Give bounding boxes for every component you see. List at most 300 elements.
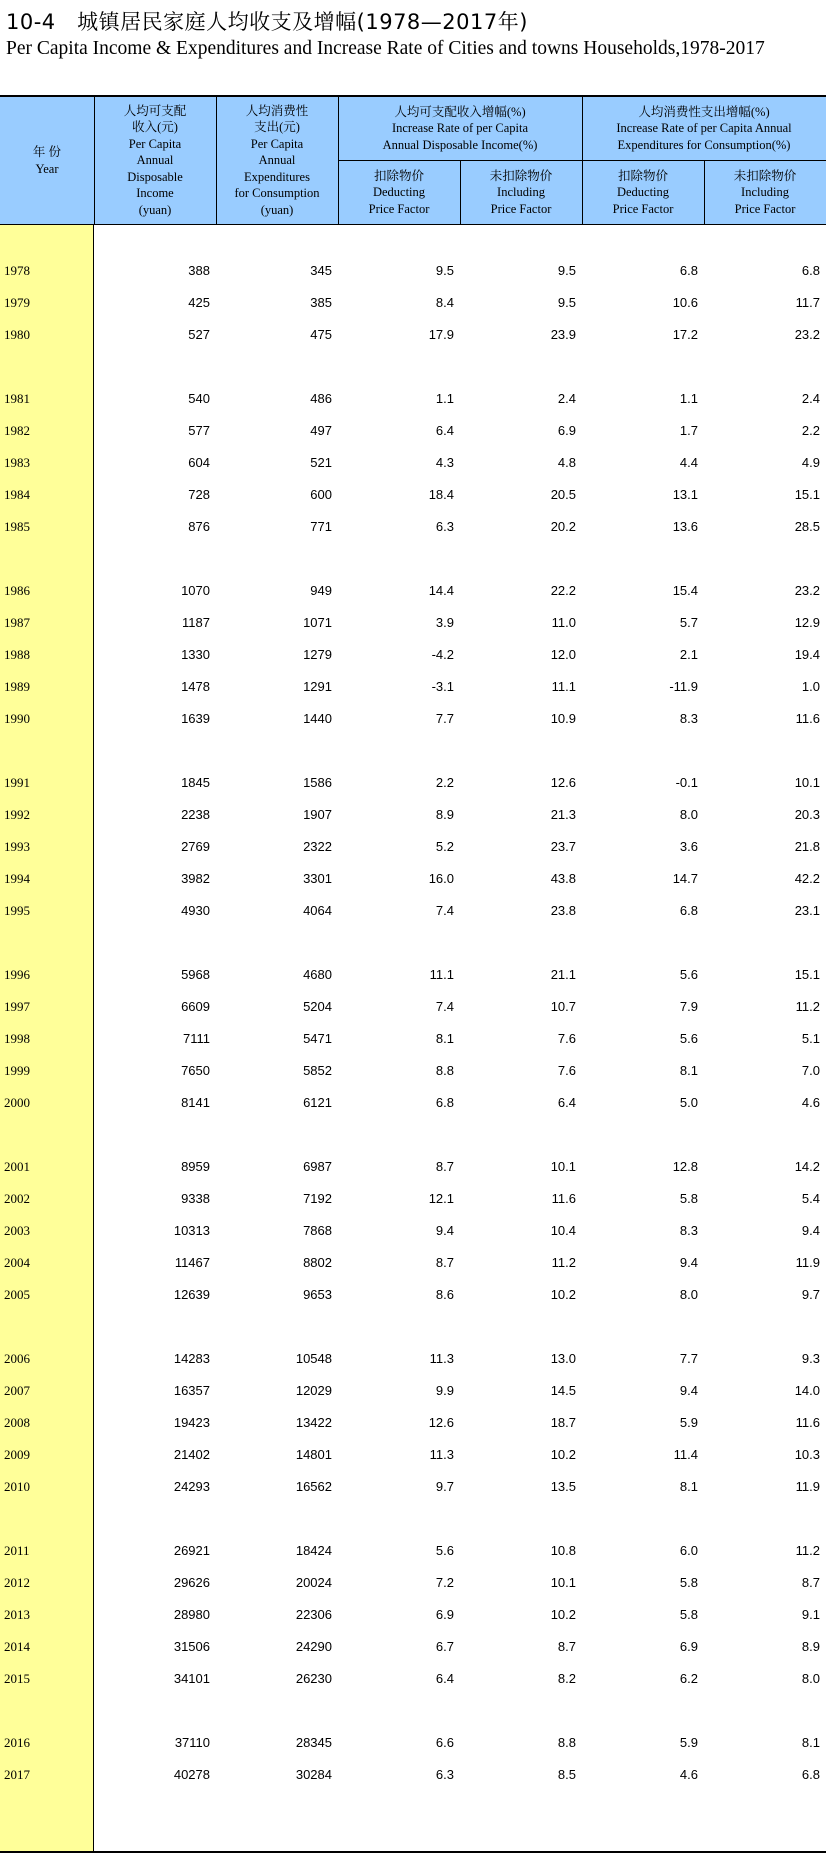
- income-cell: 14283: [173, 1351, 210, 1366]
- income-cell: 1478: [181, 679, 210, 694]
- exp-including-cell: 19.4: [794, 647, 820, 662]
- income-including-cell: 10.4: [550, 1223, 576, 1238]
- income-including-cell: 8.8: [557, 1735, 576, 1750]
- year-cell: 1981: [4, 391, 30, 406]
- income-cell: 28980: [173, 1607, 210, 1622]
- table-row: [0, 959, 826, 991]
- income-including-cell: 10.9: [550, 711, 576, 726]
- exp-deducting-cell: 12.8: [672, 1159, 698, 1174]
- income-cell: 2769: [181, 839, 210, 854]
- year-cell: 2011: [4, 1543, 30, 1558]
- income-cell: 1845: [181, 775, 210, 790]
- header-exp-rate-line: Expenditures for Consumption(%): [617, 137, 791, 152]
- income-deducting-cell: 17.9: [428, 327, 454, 342]
- exp-including-cell: 2.2: [801, 423, 820, 438]
- header-income-rate-line: Annual Disposable Income(%): [382, 137, 538, 152]
- table-row: [0, 415, 826, 447]
- exp-deducting-cell: 8.0: [679, 807, 698, 822]
- income-including-cell: 8.5: [557, 1767, 576, 1782]
- year-cell: 1987: [4, 615, 30, 630]
- income-including-cell: 20.5: [550, 487, 576, 502]
- year-cell: 1994: [4, 871, 30, 886]
- exp-including-cell: 10.3: [794, 1447, 820, 1462]
- table-title-zh: 10-4 城镇居民家庭人均收支及增幅(1978—2017年): [6, 10, 528, 34]
- income-deducting-cell: 11.3: [429, 1351, 454, 1366]
- income-deducting-cell: 8.6: [435, 1287, 454, 1302]
- exp-including-cell: 8.9: [801, 1639, 820, 1654]
- income-including-cell: 23.7: [550, 839, 576, 854]
- income-including-cell: 6.4: [557, 1095, 576, 1110]
- income-deducting-cell: 6.3: [435, 1767, 454, 1782]
- exp-deducting-cell: 8.1: [679, 1479, 698, 1494]
- header-expenditure-line: Annual: [258, 153, 296, 168]
- expenditure-cell: 8802: [303, 1255, 332, 1270]
- header-divider: [216, 97, 217, 224]
- income-cell: 26921: [173, 1543, 210, 1558]
- exp-including-cell: 21.8: [794, 839, 820, 854]
- year-cell: 2015: [4, 1671, 30, 1686]
- header-divider: [94, 97, 95, 224]
- income-deducting-cell: 6.9: [435, 1607, 454, 1622]
- expenditure-cell: 22306: [295, 1607, 332, 1622]
- expenditure-cell: 28345: [295, 1735, 332, 1750]
- income-including-cell: 11.0: [551, 615, 576, 630]
- expenditure-cell: 30284: [295, 1767, 332, 1782]
- income-deducting-cell: 4.3: [435, 455, 454, 470]
- expenditure-cell: 949: [310, 583, 332, 598]
- income-including-cell: 9.5: [557, 295, 576, 310]
- income-including-cell: 21.3: [550, 807, 576, 822]
- income-deducting-cell: 12.6: [428, 1415, 454, 1430]
- income-including-cell: 18.7: [550, 1415, 576, 1430]
- expenditure-cell: 1071: [303, 615, 332, 630]
- table-row: [0, 831, 826, 863]
- exp-including-cell: 20.3: [794, 807, 820, 822]
- table-row: [0, 1567, 826, 1599]
- income-cell: 29626: [173, 1575, 210, 1590]
- exp-deducting-cell: 4.6: [679, 1767, 698, 1782]
- exp-including-cell: 23.2: [794, 583, 820, 598]
- expenditure-cell: 1586: [303, 775, 332, 790]
- table-row: [0, 1663, 826, 1695]
- exp-deducting-cell: 2.1: [679, 647, 698, 662]
- income-deducting-cell: 9.7: [435, 1479, 454, 1494]
- table-header: [0, 97, 826, 225]
- income-including-cell: 6.9: [557, 423, 576, 438]
- header-year: [0, 97, 94, 224]
- exp-deducting-cell: 7.7: [679, 1351, 698, 1366]
- table-row: [0, 1535, 826, 1567]
- header-divider: [704, 160, 705, 224]
- table-row: [0, 1343, 826, 1375]
- header-income-line: Per Capita: [128, 136, 182, 151]
- income-including-cell: 9.5: [557, 263, 576, 278]
- exp-including-cell: 9.3: [801, 1351, 820, 1366]
- income-deducting-cell: 11.1: [429, 967, 454, 982]
- table-row: [0, 1631, 826, 1663]
- year-cell: 1980: [4, 327, 30, 342]
- header-exp-rate: [582, 97, 826, 160]
- expenditure-cell: 497: [310, 423, 332, 438]
- income-cell: 12639: [173, 1287, 210, 1302]
- income-deducting-cell: 18.4: [428, 487, 454, 502]
- income-including-cell: 10.8: [550, 1543, 576, 1558]
- exp-deducting-cell: 15.4: [672, 583, 698, 598]
- table-row: [0, 767, 826, 799]
- exp-deducting-cell: 11.4: [673, 1447, 698, 1462]
- header-exp-rate-line: Increase Rate of per Capita Annual: [616, 121, 792, 136]
- exp-including-cell: 6.8: [801, 1767, 820, 1782]
- header-income-including: [460, 161, 582, 224]
- income-deducting-cell: 9.4: [435, 1223, 454, 1238]
- income-deducting-cell: 7.2: [435, 1575, 454, 1590]
- income-including-cell: 10.2: [550, 1607, 576, 1622]
- income-cell: 7111: [183, 1031, 210, 1046]
- income-deducting-cell: 8.1: [435, 1031, 454, 1046]
- exp-deducting-cell: 5.6: [679, 1031, 698, 1046]
- exp-deducting-cell: 13.6: [672, 519, 698, 534]
- income-deducting-cell: 5.6: [435, 1543, 454, 1558]
- table-row: [0, 255, 826, 287]
- expenditure-cell: 5204: [303, 999, 332, 1014]
- table-row: [0, 1375, 826, 1407]
- year-cell: 1983: [4, 455, 30, 470]
- exp-deducting-cell: 6.8: [679, 263, 698, 278]
- income-deducting-cell: 6.7: [435, 1639, 454, 1654]
- exp-including-cell: 11.2: [795, 1543, 820, 1558]
- year-cell: 2005: [4, 1287, 30, 1302]
- year-cell: 1998: [4, 1031, 30, 1046]
- income-deducting-cell: 6.4: [435, 423, 454, 438]
- table-row: [0, 1087, 826, 1119]
- exp-including-cell: 4.6: [801, 1095, 820, 1110]
- exp-deducting-cell: 6.8: [679, 903, 698, 918]
- header-including-line: Price Factor: [490, 201, 552, 216]
- year-cell: 2009: [4, 1447, 30, 1462]
- exp-including-cell: 14.0: [794, 1383, 820, 1398]
- expenditure-cell: 7868: [303, 1223, 332, 1238]
- header-including-line: 未扣除物价: [733, 168, 797, 183]
- exp-including-cell: 11.7: [795, 295, 820, 310]
- header-income: [94, 97, 216, 224]
- table-row: [0, 1151, 826, 1183]
- header-income-line: Income: [136, 186, 174, 201]
- table-row: [0, 287, 826, 319]
- income-including-cell: 4.8: [557, 455, 576, 470]
- year-cell: 2013: [4, 1607, 30, 1622]
- expenditure-cell: 600: [310, 487, 332, 502]
- income-deducting-cell: 1.1: [435, 391, 454, 406]
- year-cell: 1984: [4, 487, 30, 502]
- exp-including-cell: 28.5: [794, 519, 820, 534]
- header-income-deducting: [338, 161, 460, 224]
- exp-deducting-cell: 7.9: [679, 999, 698, 1014]
- table-row: [0, 1439, 826, 1471]
- income-including-cell: 11.1: [551, 679, 576, 694]
- header-exp-rate-line: 人均消费性支出增幅(%): [638, 104, 770, 119]
- exp-including-cell: 4.9: [801, 455, 820, 470]
- exp-including-cell: 42.2: [794, 871, 820, 886]
- exp-including-cell: 10.1: [794, 775, 820, 790]
- income-cell: 10313: [173, 1223, 210, 1238]
- exp-deducting-cell: 6.9: [679, 1639, 698, 1654]
- income-deducting-cell: 9.9: [435, 1383, 454, 1398]
- year-cell: 1988: [4, 647, 30, 662]
- header-expenditure-line: for Consumption: [234, 186, 320, 201]
- exp-deducting-cell: 5.9: [679, 1735, 698, 1750]
- income-cell: 6609: [181, 999, 210, 1014]
- table-row: [0, 639, 826, 671]
- expenditure-cell: 4064: [303, 903, 332, 918]
- income-deducting-cell: 7.7: [435, 711, 454, 726]
- table-row: [0, 479, 826, 511]
- exp-including-cell: 12.9: [794, 615, 820, 630]
- year-cell: 2017: [4, 1767, 30, 1782]
- expenditure-cell: 1440: [303, 711, 332, 726]
- table-row: [0, 895, 826, 927]
- income-deducting-cell: 9.5: [435, 263, 454, 278]
- exp-deducting-cell: 10.6: [672, 295, 698, 310]
- exp-including-cell: 6.8: [801, 263, 820, 278]
- year-cell: 1996: [4, 967, 30, 982]
- header-income-rate-line: Increase Rate of per Capita: [391, 121, 529, 136]
- expenditure-cell: 5852: [303, 1063, 332, 1078]
- table-row: [0, 319, 826, 351]
- income-cell: 5968: [181, 967, 210, 982]
- header-expenditure: [216, 97, 338, 224]
- exp-including-cell: 23.1: [794, 903, 820, 918]
- income-deducting-cell: 6.6: [435, 1735, 454, 1750]
- expenditure-cell: 20024: [295, 1575, 332, 1590]
- header-deducting-line: Deducting: [372, 185, 426, 200]
- exp-deducting-cell: 14.7: [672, 871, 698, 886]
- header-year-en: Year: [35, 161, 59, 176]
- header-including-line: 未扣除物价: [489, 168, 553, 183]
- header-deducting-line: Price Factor: [368, 201, 430, 216]
- exp-including-cell: 11.9: [795, 1479, 820, 1494]
- expenditure-cell: 13422: [295, 1415, 332, 1430]
- income-including-cell: 23.9: [550, 327, 576, 342]
- income-cell: 540: [188, 391, 210, 406]
- income-cell: 9338: [181, 1191, 210, 1206]
- table-row: [0, 1759, 826, 1791]
- header-expenditure-line: 支出(元): [254, 120, 300, 135]
- expenditure-cell: 7192: [303, 1191, 332, 1206]
- exp-deducting-cell: 8.0: [679, 1287, 698, 1302]
- exp-deducting-cell: 5.8: [679, 1191, 698, 1206]
- exp-deducting-cell: 1.1: [679, 391, 698, 406]
- exp-deducting-cell: 6.0: [679, 1543, 698, 1558]
- expenditure-cell: 486: [310, 391, 332, 406]
- table-row: [0, 863, 826, 895]
- income-including-cell: 21.1: [550, 967, 576, 982]
- income-cell: 16357: [173, 1383, 210, 1398]
- expenditure-cell: 3301: [303, 871, 332, 886]
- income-cell: 388: [188, 263, 210, 278]
- income-cell: 31506: [173, 1639, 210, 1654]
- year-cell: 2001: [4, 1159, 30, 1174]
- income-cell: 7650: [181, 1063, 210, 1078]
- exp-deducting-cell: 5.9: [679, 1415, 698, 1430]
- table-row: [0, 1023, 826, 1055]
- income-cell: 728: [188, 487, 210, 502]
- header-expenditure-line: 人均消费性: [245, 103, 309, 118]
- table-row: [0, 991, 826, 1023]
- year-cell: 2008: [4, 1415, 30, 1430]
- exp-including-cell: 2.4: [801, 391, 820, 406]
- header-deducting-line: Deducting: [616, 185, 670, 200]
- year-cell: 2014: [4, 1639, 30, 1654]
- income-deducting-cell: 6.3: [435, 519, 454, 534]
- income-including-cell: 11.6: [551, 1191, 576, 1206]
- income-cell: 19423: [173, 1415, 210, 1430]
- income-cell: 24293: [173, 1479, 210, 1494]
- income-cell: 4930: [181, 903, 210, 918]
- income-cell: 37110: [174, 1735, 210, 1750]
- header-including-line: Price Factor: [734, 201, 796, 216]
- table-row: [0, 1279, 826, 1311]
- income-including-cell: 10.1: [550, 1159, 576, 1174]
- table-row: [0, 799, 826, 831]
- table-row: [0, 703, 826, 735]
- exp-including-cell: 15.1: [794, 967, 820, 982]
- header-divider: [338, 160, 826, 161]
- income-cell: 34101: [173, 1671, 210, 1686]
- year-cell: 1979: [4, 295, 30, 310]
- expenditure-cell: 9653: [303, 1287, 332, 1302]
- expenditure-cell: 12029: [295, 1383, 332, 1398]
- header-income-line: 收入(元): [132, 120, 178, 135]
- income-including-cell: 13.5: [550, 1479, 576, 1494]
- income-including-cell: 12.0: [550, 647, 576, 662]
- header-deducting-line: 扣除物价: [373, 168, 424, 183]
- header-income-line: Annual: [136, 153, 174, 168]
- table-row: [0, 1727, 826, 1759]
- header-expenditure-line: Expenditures: [244, 169, 310, 184]
- income-deducting-cell: 7.4: [435, 999, 454, 1014]
- income-including-cell: 10.2: [550, 1287, 576, 1302]
- header-exp-including: [704, 161, 826, 224]
- year-cell: 1991: [4, 775, 30, 790]
- exp-deducting-cell: 9.4: [679, 1383, 698, 1398]
- income-deducting-cell: 12.1: [428, 1191, 454, 1206]
- expenditure-cell: 1279: [303, 647, 332, 662]
- year-cell: 2012: [4, 1575, 30, 1590]
- expenditure-cell: 4680: [303, 967, 332, 982]
- income-cell: 1187: [182, 615, 210, 630]
- table-row: [0, 1055, 826, 1087]
- header-expenditure-line: Per Capita: [250, 136, 304, 151]
- year-cell: 1993: [4, 839, 30, 854]
- year-cell: 1995: [4, 903, 30, 918]
- income-including-cell: 10.1: [550, 1575, 576, 1590]
- expenditure-cell: 345: [310, 263, 332, 278]
- header-deducting-line: Price Factor: [612, 201, 674, 216]
- income-deducting-cell: 8.7: [435, 1159, 454, 1174]
- expenditure-cell: 1907: [303, 807, 332, 822]
- exp-deducting-cell: 17.2: [672, 327, 698, 342]
- header-income-line: Disposable: [127, 169, 183, 184]
- income-deducting-cell: 8.9: [435, 807, 454, 822]
- income-including-cell: 11.2: [551, 1255, 576, 1270]
- exp-deducting-cell: 9.4: [679, 1255, 698, 1270]
- exp-including-cell: 9.7: [801, 1287, 820, 1302]
- table-row: [0, 1407, 826, 1439]
- header-income-rate: [338, 97, 582, 160]
- exp-deducting-cell: 8.1: [679, 1063, 698, 1078]
- exp-deducting-cell: 3.6: [679, 839, 698, 854]
- income-deducting-cell: 11.3: [429, 1447, 454, 1462]
- exp-including-cell: 11.6: [795, 711, 820, 726]
- income-cell: 1070: [181, 583, 210, 598]
- income-cell: 577: [188, 423, 210, 438]
- exp-including-cell: 23.2: [794, 327, 820, 342]
- income-cell: 40278: [173, 1767, 210, 1782]
- income-cell: 11467: [174, 1255, 210, 1270]
- header-expenditure-line: (yuan): [260, 202, 294, 217]
- expenditure-cell: 16562: [295, 1479, 332, 1494]
- year-cell: 2004: [4, 1255, 30, 1270]
- exp-including-cell: 9.1: [801, 1607, 820, 1622]
- exp-deducting-cell: 13.1: [672, 487, 698, 502]
- exp-deducting-cell: 8.3: [679, 711, 698, 726]
- year-cell: 1997: [4, 999, 30, 1014]
- income-cell: 2238: [181, 807, 210, 822]
- header-income-line: (yuan): [138, 202, 172, 217]
- income-deducting-cell: -3.1: [431, 679, 454, 694]
- exp-including-cell: 7.0: [801, 1063, 820, 1078]
- exp-including-cell: 11.9: [795, 1255, 820, 1270]
- income-including-cell: 7.6: [557, 1031, 576, 1046]
- expenditure-cell: 10548: [295, 1351, 332, 1366]
- income-deducting-cell: 14.4: [428, 583, 454, 598]
- year-cell: 1999: [4, 1063, 30, 1078]
- exp-deducting-cell: -11.9: [669, 679, 698, 694]
- income-including-cell: 8.2: [557, 1671, 576, 1686]
- income-including-cell: 2.4: [557, 391, 576, 406]
- income-deducting-cell: 8.4: [435, 295, 454, 310]
- table-row: [0, 1183, 826, 1215]
- table-row: [0, 447, 826, 479]
- header-including-line: Including: [741, 185, 789, 200]
- table-row: [0, 511, 826, 543]
- income-deducting-cell: 3.9: [435, 615, 454, 630]
- income-cell: 1330: [181, 647, 210, 662]
- table-row: [0, 575, 826, 607]
- income-deducting-cell: 6.8: [435, 1095, 454, 1110]
- table-row: [0, 1471, 826, 1503]
- income-including-cell: 23.8: [550, 903, 576, 918]
- header-deducting-line: 扣除物价: [617, 168, 668, 183]
- header-including-line: Including: [497, 185, 545, 200]
- income-cell: 527: [188, 327, 210, 342]
- table-title-en: Per Capita Income & Expenditures and Increase Rate of Cities and towns Households,1978-2017: [6, 38, 765, 59]
- income-deducting-cell: 8.8: [435, 1063, 454, 1078]
- income-deducting-cell: 5.2: [435, 839, 454, 854]
- exp-deducting-cell: 8.3: [679, 1223, 698, 1238]
- expenditure-cell: 385: [310, 295, 332, 310]
- exp-deducting-cell: 5.7: [679, 615, 698, 630]
- expenditure-cell: 1291: [303, 679, 332, 694]
- expenditure-cell: 6121: [303, 1095, 332, 1110]
- year-cell: 2010: [4, 1479, 30, 1494]
- exp-deducting-cell: -0.1: [675, 775, 698, 790]
- expenditure-cell: 18424: [295, 1543, 332, 1558]
- income-cell: 8141: [181, 1095, 210, 1110]
- header-year-zh: 年 份: [32, 145, 62, 159]
- year-cell: 2006: [4, 1351, 30, 1366]
- income-cell: 876: [188, 519, 210, 534]
